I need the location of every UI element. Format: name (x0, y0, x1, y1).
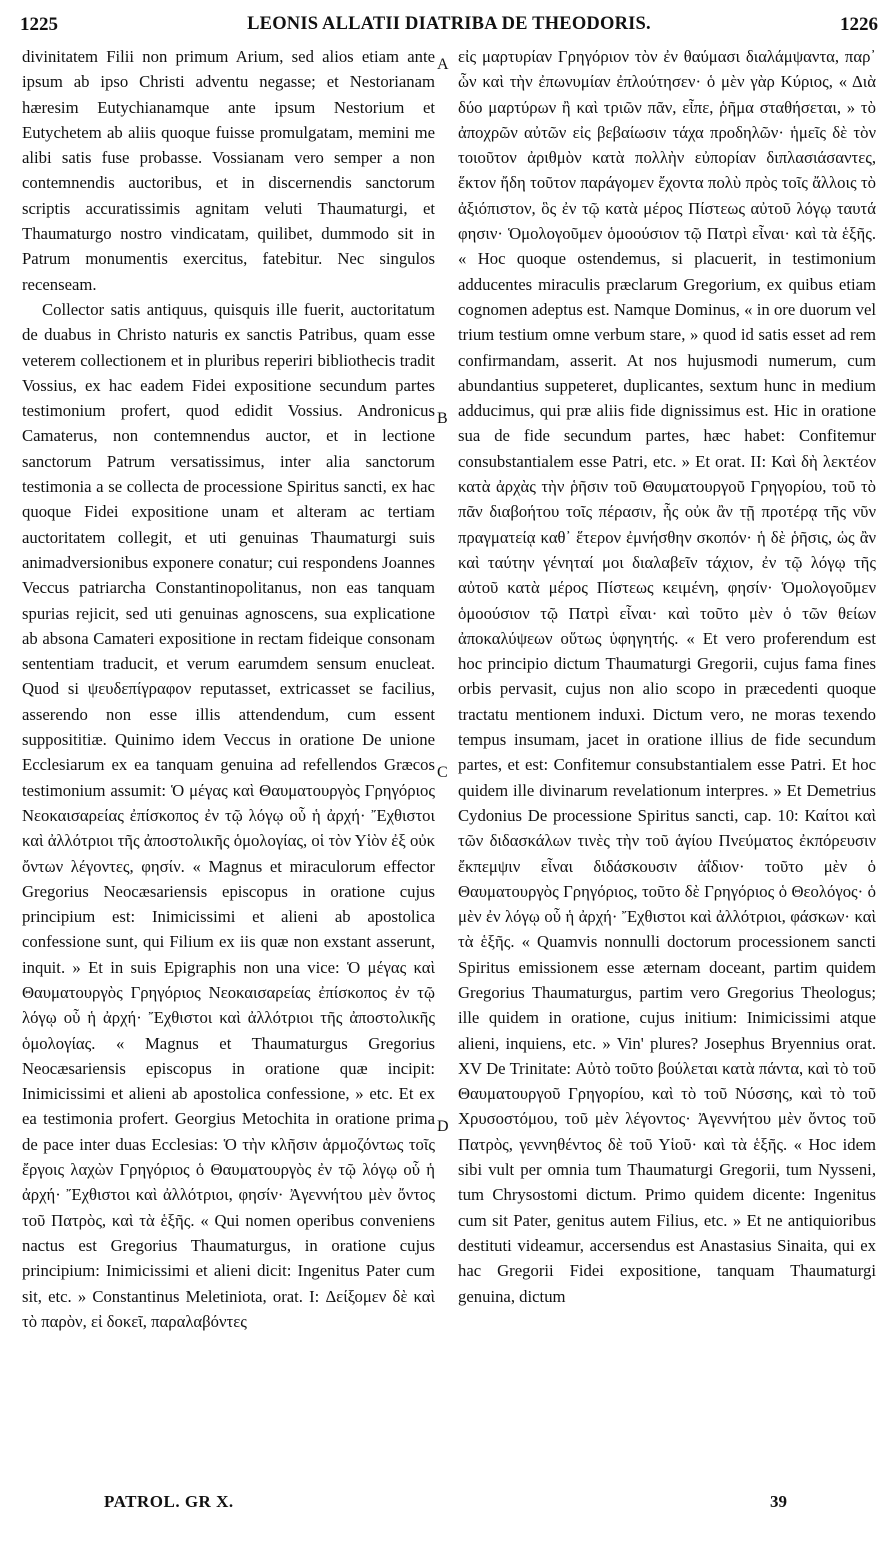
right-column (458, 44, 876, 1309)
right-paragraph-1: εἰς μαρτυρίαν Γρηγόριον τὸν ἐν θαύμασι διαλάμψαντα, παρ᾽ ὧν καὶ τὴν ἐπωνυμίαν ἐπλούτησεν· ὁ μὲν γὰρ Κύριος, « Διὰ δύο μαρτύρων ἢ καὶ τριῶν πᾶν, εἶπε, ῥῆμα σταθήσεται, » τὸ ἀποχρῶν αὐτῶν εἰς βεβαίωσιν τάχα προδηλῶν· ἡμεῖς δὲ τὸν τοιοῦτον ἀριθμὸν κατὰ πολλὴν εὐπορίαν διπλασιάσαντες, ἕκτον ἤδη τοῦτον παράγομεν ἔχοντα πολὺ πρὸς τοῖς ἄλλοις τὸ ἀξιόπιστον, ὃς ἐν τῷ κατὰ μέρος Πίστεως αὐτοῦ λόγῳ ταυτά φησιν· Ὁμολογοῦμεν ὁμοούσιον τῷ Πατρὶ εἶναι· καὶ τὰ ἑξῆς. « Hoc quoque ostendemus, si placuerit, in testimonium adducentes miraculis præclarum Gregorium, ex quibus etiam cognomen adeptus est. Namque Dominus, « in ore duorum vel trium testium omne verbum stare, » quod id satis esset ad rem confirmandam, asserit. At nos hujusmodi numerum, cum abundantius suppeteret, duplicantes, sextum hunc in medium adducimus, qui præ aliis fide dignissimus est. Hic in oratione sua de fide secundum partes, hæc habet: Confitemur consubstantialem esse Patri, etc. » Et orat. II: Καὶ δὴ λεκτέον κατὰ ἀρχὰς τὴν ῥῆσιν τοῦ Θαυματουργοῦ Γρηγορίου, τοῦ τὸ πᾶν διαβοήτου τοῖς πέρασιν, ἧς οὐκ ἂν τῇ προτέρᾳ τῆς νῦν πραγματείᾳ καθ᾽ ἕτερον ἐμνήσθην σκοπόν· ἡ δὲ ῥῆσις, ὡς ἂν καὶ ταύτην γένηταί μοι διαλαβεῖν τάχιον, ἐν τῷ λόγῳ τῆς αὐτοῦ κατὰ μέρος Πίστεως κειμένη, φησίν· Ὁμολογοῦμεν ὁμοούσιον τῷ Πατρὶ εἶναι· καὶ τοῦτο μὲν ὁ τῶν θείων ἀποκαλύψεων οὕτως ὑφηγητής. « Et vero proferendum est hoc principio dictum Thaumaturgi Gregorii, cujus fama fines orbis pervasit, cujus non alio scopo in præcedenti quoque tractatu mentionem induxi. Dictum vero, ne moras texendo tempus insumam, jacet in oratione illius de fide secundum partes, et est: Confitemur consubstantialem esse Patri. Et hoc quidem ille divinarum revelationum interpres. » Et Demetrius Cydonius De processione Spiritus sancti, cap. 10: Καίτοι καὶ τῶν διδασκάλων τινὲς τὴν τοῦ ἁγίου Πνεύματος ἐκπόρευσιν ἔκπεμψιν εἶναι διδάσκουσιν ἀΐδιον· τοῦτο μὲν ὁ Θαυματουργὸς Γρηγόριος, τοῦτο δὲ Γρηγόριος ὁ Θεολόγος· ὁ μὲν ἐν λόγῳ οὗ ἡ ἀρχή· Ἔχθιστοι καὶ ἀλλότριοι, φάσκων· καὶ τὰ ἑξῆς. « Quamvis nonnulli doctorum processionem sancti Spiritus emissionem esse æternam doceant, partim quidem Gregorius Thaumaturgus, partim vero Gregorius Theologus; ille quidem in oratione, cujus initium: Inimicissimi atque alieni, inquiens, etc. » Vin' plures? Josephus Bryennius orat. XV De Trinitate: Αὐτὸ τοῦτο βούλεται κατὰ πάντα, καὶ τὸ τοῦ Θαυματουργοῦ Γρηγορίου, καὶ τὸ τοῦ Νύσσης, καὶ τὸ τοῦ Χρυσοστόμου, τοῦ μὲν λέγοντος· Ἀγεννήτου μὲν ὄντος τοῦ Πατρὸς, γεννηθέντος δὲ τοῦ Υἱοῦ· καὶ τὰ ἑξῆς. « Hoc idem sibi vult per omnia tum Thaumaturgi Gregorii, tum Nysseni, tum Chrysostomi dictum. Primo quidem dicente: Ingenitus cum sit Pater, genitus autem Filius, etc. » Et ne antiquioribus destituti videamur, accersendus est Anastasius Sinaita, qui ex hac Gregorii Fidei expositione, tanquam Thaumaturgi genuina, dictum (458, 47, 876, 1306)
margin-letter-d: D (437, 1118, 449, 1135)
left-column (22, 44, 435, 1334)
signature-mark: 39 (770, 1492, 787, 1511)
page-number-right: 1226 (840, 14, 878, 35)
left-paragraph-2: Collector satis antiquus, quisquis ille fuerit, auctoritatum de duabus in Christo naturis ex sanctis Patribus, quam esse veterem collectionem et in pluribus reperiri bibliothecis tradit Vossius, ex hac eadem Fidei expositione secundum partes testimonium profert, quod edidit Vossius. Andronicus Camaterus, non contemnendus auctor, et in lectione sanctorum Patrum versatissimus, inter alia sanctorum testimonia a se collecta de processione Spiritus sancti, ex hac quoque Fidei expositione unam et alteram ac tertiam auctoritatem collegit, et uti genuinas Thaumaturgi suis animadversionibus exponere conatur; cui respondens Joannes Veccus patriarcha Constantinopolitanus, non eas tanquam spurias rejicit, sed uti genuinas agnoscens, sua explicatione ab absona Camateri expositione in rectam fideique consonam sententiam traducit, et verum earumdem sensum enucleat. Quod si ψευδεπίγραφον reputasset, extricasset se facilius, asserendo non esse illis attendendum, cum essent supposititiæ. Quinimo idem Veccus in oratione De unione Ecclesiarum ex ea tanquam genuina ad refellendos Græcos testimonium assumit: Ὁ μέγας καὶ Θαυματουργὸς Γρηγόριος Νεοκαισαρείας ἐπίσκοπος ἐν τῷ λόγῳ οὗ ἡ ἀρχή· Ἔχθιστοι καὶ ἀλλότριοι τῆς ἀποστολικῆς ὁμολογίας, οἱ τὸν Υἱὸν ἐξ οὐκ ὄντων λέγοντες, φησίν. « Magnus et miraculorum effector Gregorius Neocæsariensis episcopus in oratione cujus principium est: Inimicissimi et alieni ab apostolica confessione sunt, qui Filium ex iis quæ non exstant asserunt, inquit. » Et in suis Epigraphis non una vice: Ὁ μέγας καὶ Θαυματουργὸς Γρηγόριος Νεοκαισαρείας ἐπίσκοπος ἐν τῷ λόγῳ οὗ ἡ ἀρχή· Ἔχθιστοι καὶ ἀλλότριοι τῆς ἀποστολικῆς ὁμολογίας. « Magnus et Thaumaturgus Gregorius Neocæsariensis episcopus in oratione quæ incipit: Inimicissimi et alieni ab apostolica confessione, » etc. Et ex ea testimonia profert. Georgius Metochita in oratione prima de pace inter duas Ecclesias: Ὁ τὴν κλῆσιν ἁρμοζόντως τοῖς ἔργοις λαχὼν Γρηγόριος ὁ Θαυματουργὸς ἐν τῷ λόγῳ οὗ ἡ ἀρχή· Ἔχθιστοι καὶ ἀλλότριοι, φησίν· Ἀγεννήτου μὲν ὄντος τοῦ Πατρὸς, καὶ τὰ ἑξῆς. « Qui nomen operibus conveniens nactus est Gregorius Thaumaturgus, in oratione cujus principium: Inimicissimi et alieni dicit: Ingenitus Pater cum sit, etc. » Constantinus Meletiniota, orat. I: Δείξομεν δὲ καὶ τὸ παρὸν, εἰ δοκεῖ, παραλαβόντες (22, 299, 435, 1331)
footer-patrol: PATROL. GR X. (104, 1492, 234, 1511)
page-header (20, 14, 878, 40)
margin-letter-a: A (437, 56, 449, 73)
page-footer (104, 1492, 787, 1516)
running-title: LEONIS ALLATII DIATRIBA DE THEODORIS. (247, 14, 651, 34)
page-number-left: 1225 (20, 14, 58, 35)
margin-letter-c: C (437, 764, 448, 781)
margin-letter-b: B (437, 410, 448, 427)
left-paragraph-1: divinitatem Filii non primum Arium, sed alios etiam ante ipsum ab ipso Christi adventu negasse; et Nestorianam hæresim Eutychianamque ante ipsum Nestorium et Eutychetem ab aliis quoque fuisse promulgatam, memini me alibi satis fuse probasse. Vossianam vero semper a non contemnendis auctoribus, et in discernendis sanctorum scriptis accuratissimis agnitam veluti Thaumaturgi, et Thaumaturgo nostro vindicatam, quilibet, dummodo sit in Patrum monumentis exercitus, fatebitur. Nec singulos recenseam. (22, 47, 435, 294)
